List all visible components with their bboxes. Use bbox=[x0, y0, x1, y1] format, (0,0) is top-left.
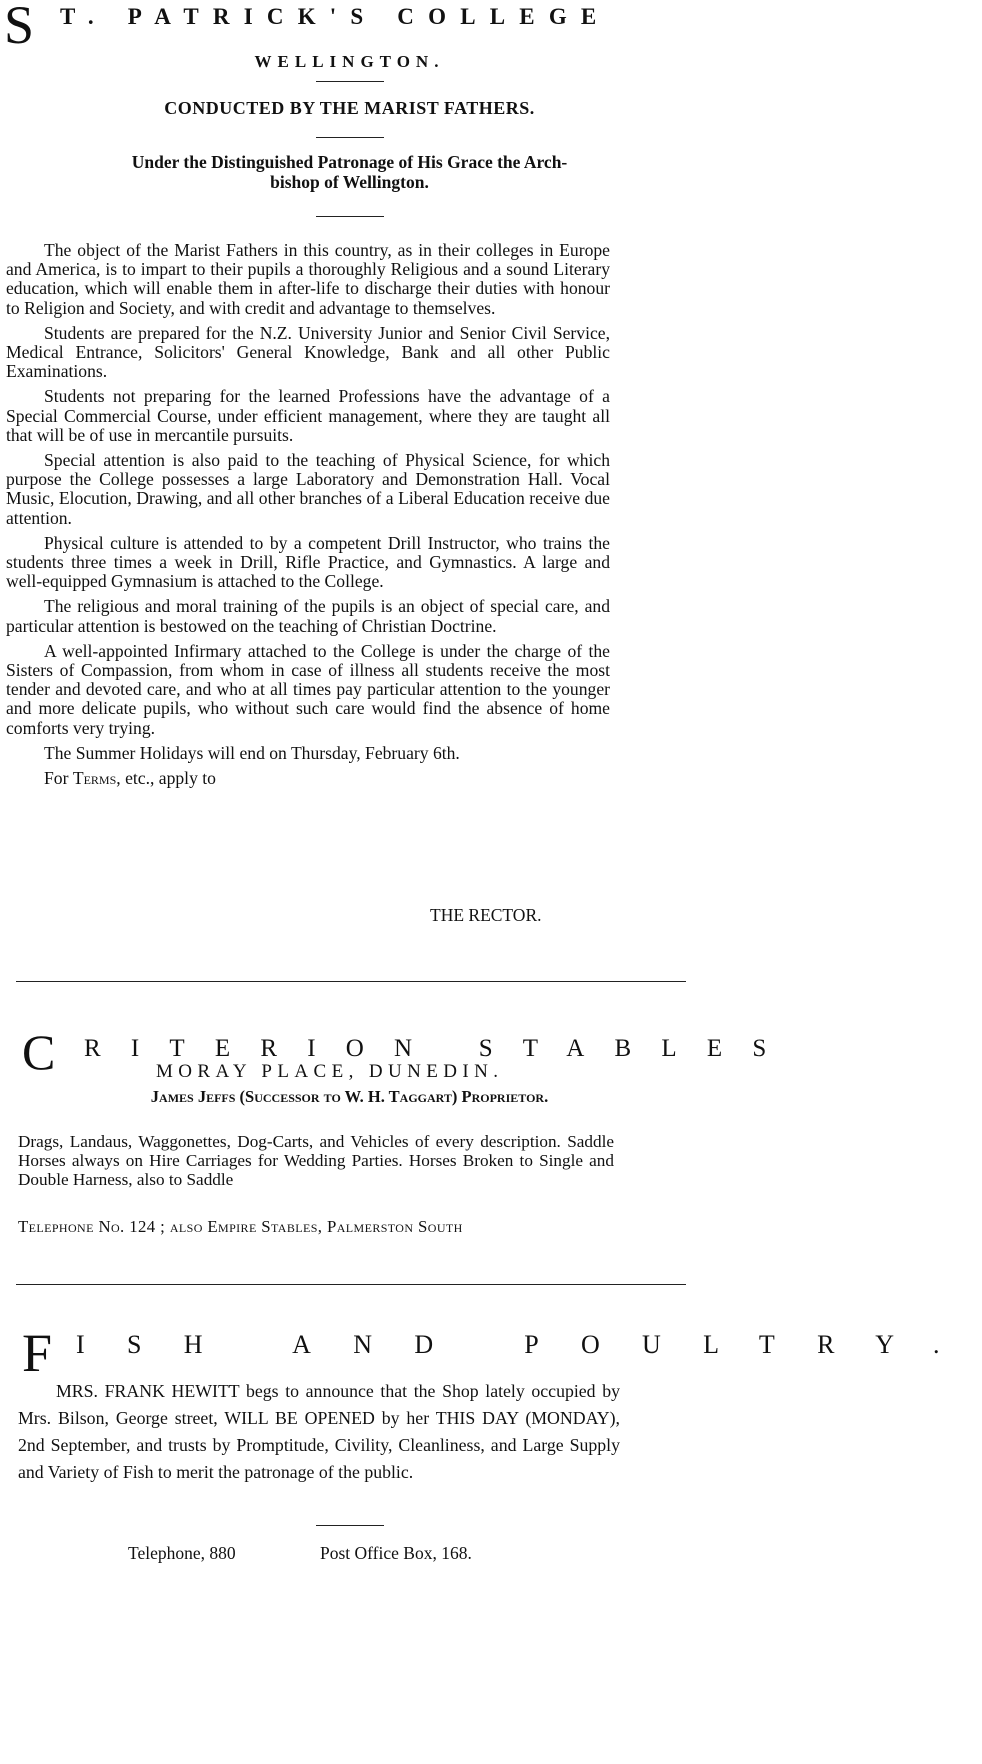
fish-title: ISH AND POULTRY. bbox=[76, 1330, 982, 1359]
divider-1 bbox=[16, 981, 686, 982]
st-patricks-body bbox=[6, 241, 610, 794]
fish-body: MRS. FRANK HEWITT begs to announce that the Shop lately occupied by Mrs. Bilson, George street, WILL BE OPENED by her THIS DAY (MONDAY), 2nd September, and trusts by Promptitude, Civility, Cleanliness, and Large Supply and Variety of Fish to merit the patronage of the public. bbox=[18, 1381, 620, 1482]
terms-suffix: , etc., apply to bbox=[116, 768, 216, 789]
signoff: THE RECTOR. bbox=[430, 905, 542, 925]
st-patricks-heading bbox=[0, 0, 699, 56]
patronage-line-1: Under the Distinguished Patronage of His Grace the Arch- bbox=[131, 152, 568, 172]
criterion-telephone bbox=[18, 1217, 628, 1237]
divider-2 bbox=[16, 1284, 686, 1285]
paragraph: The object of the Marist Fathers in this country, as in their colleges in Europe and America, is to impart to their pupils a thoroughly Religious and a sound Literary education, which will enable them in after-life to discharge their duties with honour to Religion and Society, and with credit and advantage to themselves. bbox=[6, 240, 610, 318]
patronage bbox=[0, 152, 699, 192]
st-patricks-title: T. PATRICK'S COLLEGE bbox=[60, 4, 611, 29]
conducted-line: CONDUCTED BY THE MARIST FATHERS. bbox=[164, 98, 535, 118]
paragraph: The religious and moral training of the pupils is an object of special care, and particular attention is bestowed on the teaching of Christian Doctrine. bbox=[6, 596, 610, 636]
criterion-initial: C bbox=[22, 1024, 56, 1080]
proprietor-text: James Jeffs (Successor to W. H. Taggart) Proprietor. bbox=[150, 1087, 549, 1106]
terms-line bbox=[6, 769, 610, 788]
paragraph: Special attention is also paid to the teaching of Physical Science, for which purpose the College possesses a large Laboratory and Demonstration Hall. Vocal Music, Elocution, Drawing, and all other branches of a Liberal Education receive due attention. bbox=[6, 450, 610, 528]
criterion-heading bbox=[0, 1024, 797, 1089]
fish-telephone: Telephone, 880 bbox=[128, 1543, 236, 1563]
terms-word: Terms bbox=[72, 768, 117, 789]
st-patricks-initial: S bbox=[4, 0, 35, 55]
fish-po-box: Post Office Box, 168. bbox=[320, 1543, 472, 1563]
fish-initial: F bbox=[22, 1323, 53, 1383]
criterion-proprietor bbox=[0, 1087, 699, 1107]
holidays-line: The Summer Holidays will end on Thursday, February 6th. bbox=[44, 742, 460, 763]
st-patricks-location: WELLINGTON. bbox=[254, 52, 445, 71]
rule-3 bbox=[0, 216, 699, 217]
rule-4 bbox=[0, 1525, 699, 1526]
patronage-line-2: bishop of Wellington. bbox=[270, 172, 429, 192]
rule-1 bbox=[0, 81, 699, 82]
criterion-title: RITERION STABLES bbox=[84, 1035, 797, 1062]
criterion-body: Drags, Landaus, Waggonettes, Dog-Carts, and Vehicles of every description. Saddle Horses always on Hire Carriages for Wedding Parties. Horses Broken to Single and Double Harness, also to Saddle bbox=[18, 1132, 614, 1189]
paragraph: Students are prepared for the N.Z. University Junior and Senior Civil Service, Medical Entrance, Solicitors' General Knowledge, Bank and all other Public Examinations. bbox=[6, 322, 610, 382]
rule-2 bbox=[0, 137, 699, 138]
paragraph: Students not preparing for the learned Professions have the advantage of a Special Commercial Course, under efficient management, where they are taught all that will be of use in mercantile pursuits. bbox=[6, 386, 610, 445]
terms-prefix: For bbox=[44, 768, 73, 789]
paragraph: Physical culture is attended to by a competent Drill Instructor, who trains the students three times a week in Drill, Rifle Practice, and Gymnastics. A large and well-equipped Gymnasium is attached to the College. bbox=[6, 532, 610, 592]
criterion-address: MORAY PLACE, DUNEDIN. bbox=[156, 1061, 504, 1082]
telephone-text: Telephone No. 124 ; also Empire Stables, Palmerston South bbox=[18, 1217, 463, 1236]
paragraph: A well-appointed Infirmary attached to the College is under the charge of the Sisters of Compassion, from whom in case of illness all students receive the most tender and devoted care, and who at all times pay particular attention to the younger and more delicate pupils, who without such care would find the absence of home comforts very trying. bbox=[6, 640, 610, 738]
